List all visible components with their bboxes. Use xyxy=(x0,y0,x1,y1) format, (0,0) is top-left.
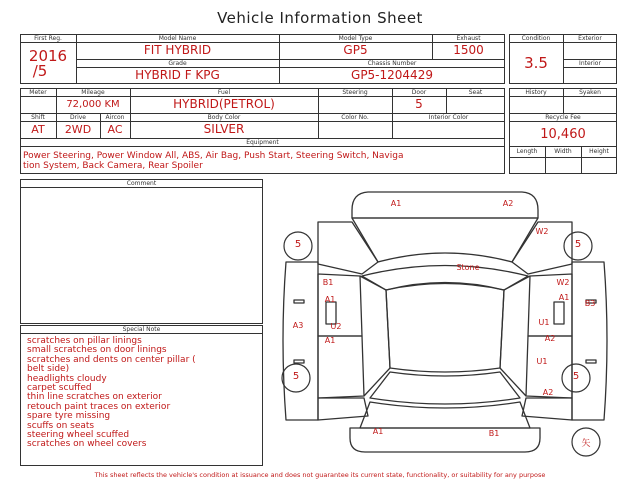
inspector-stamp: 矢 xyxy=(581,439,591,449)
shift-label: Shift xyxy=(31,114,45,121)
comment-box xyxy=(20,179,263,324)
note-line: retouch paint traces on exterior xyxy=(27,401,171,412)
car-condition-diagram xyxy=(270,180,620,470)
note-line: carpet scuffed xyxy=(27,383,92,394)
disclaimer: This sheet reflects the vehicle's condition at issuance and does not guarantee its current state, functionality, or suitability for any purpose xyxy=(94,471,546,479)
note-line: scratches and dents on center pillar ( xyxy=(27,354,196,365)
mileage-label: Mileage xyxy=(81,89,105,96)
fuel-value: HYBRID(PETROL) xyxy=(173,97,275,111)
condition-label: Condition xyxy=(521,35,551,42)
recycle-fee-label: Recycle Fee xyxy=(545,114,581,121)
shift-value: AT xyxy=(31,123,45,136)
mark-right-door-2: A2 xyxy=(544,334,556,343)
mark-left-door-1: U2 xyxy=(330,322,342,331)
width-label: Width xyxy=(554,148,572,155)
comment-label: Comment xyxy=(126,180,157,187)
condition-value: 3.5 xyxy=(524,54,548,72)
chassis-value: GP5-1204429 xyxy=(351,68,433,82)
interior-label: Interior xyxy=(579,60,601,67)
body-color-value: SILVER xyxy=(203,122,245,136)
page-title: Vehicle Information Sheet xyxy=(217,9,423,27)
body-color-label: Body Color xyxy=(207,114,241,121)
mark-right-rear-door: U1 xyxy=(536,357,548,366)
note-line: thin line scratches on exterior xyxy=(27,392,162,403)
mark-rear-bumper-left: A1 xyxy=(372,427,384,436)
tyre-front-left: 5 xyxy=(294,239,302,250)
model-name-value: FIT HYBRID xyxy=(143,43,212,57)
tyre-rear-left: 5 xyxy=(292,371,300,382)
note-line: steering wheel scuffed xyxy=(27,430,130,441)
door-value: 5 xyxy=(415,97,423,111)
equipment-list: Power Steering, Power Window All, ABS, Air Bag, Push Start, Steering Switch, Naviga tion System, Back Camera, Rear Spoiler xyxy=(23,151,404,171)
first-reg-year: 2016 xyxy=(28,47,68,65)
drive-label: Drive xyxy=(70,114,86,121)
note-line: scratches on wheel covers xyxy=(27,439,147,450)
chassis-label: Chassis Number xyxy=(367,60,417,67)
special-note-list xyxy=(27,337,196,450)
aircon-label: Aircon xyxy=(105,114,125,121)
mark-right-front-1: W2 xyxy=(556,278,570,287)
mark-front-bumper-right: A2 xyxy=(502,199,514,208)
note-line: belt side) xyxy=(27,364,70,375)
mark-front-bumper-left: A1 xyxy=(390,199,402,208)
mark-left-fender-2: A1 xyxy=(324,295,336,304)
interior-color-label: Interior Color xyxy=(428,114,469,121)
mark-left-door-2: A1 xyxy=(324,336,336,345)
equipment-label: Equipment xyxy=(246,139,279,146)
seat-label: Seat xyxy=(468,89,483,96)
special-note-label: Special Note xyxy=(122,326,161,333)
mark-left-side: A3 xyxy=(292,321,304,330)
tyre-front-right: 5 xyxy=(574,239,582,250)
note-line: small scratches on door linings xyxy=(27,345,167,356)
exterior-label: Exterior xyxy=(578,35,602,42)
first-reg-label: First Reg. xyxy=(34,35,62,42)
model-name-label: Model Name xyxy=(158,35,197,42)
note-line: headlights cloudy xyxy=(27,373,107,384)
mark-roof: Stone xyxy=(456,263,480,272)
syaken-label: Syaken xyxy=(579,89,601,96)
grade-label: Grade xyxy=(168,60,187,67)
door-label: Door xyxy=(411,89,427,96)
history-label: History xyxy=(525,89,547,96)
model-type-label: Model Type xyxy=(338,35,373,42)
note-line: scratches on pillar linings xyxy=(27,336,142,346)
drive-value: 2WD xyxy=(64,123,92,136)
mark-right-door-1: U1 xyxy=(538,318,550,327)
mileage-value: 72,000 KM xyxy=(66,99,120,110)
mark-left-fender-1: B1 xyxy=(322,278,334,287)
fuel-label: Fuel xyxy=(217,89,231,96)
exhaust-value: 1500 xyxy=(453,43,484,57)
model-type-value: GP5 xyxy=(343,43,368,57)
steering-label: Steering xyxy=(342,89,368,96)
aircon-value: AC xyxy=(107,123,123,136)
mark-windshield: W2 xyxy=(535,227,549,236)
tyre-rear-right: 5 xyxy=(572,371,580,382)
recycle-fee-value: 10,460 xyxy=(540,127,586,142)
mark-right-side: B3 xyxy=(584,299,596,308)
exhaust-label: Exhaust xyxy=(456,35,481,42)
mark-right-rear-quarter: A2 xyxy=(542,388,554,397)
color-no-label: Color No. xyxy=(341,114,369,121)
first-reg-month: /5 xyxy=(32,62,48,80)
length-label: Length xyxy=(516,148,538,155)
mark-rear-bumper-right: B1 xyxy=(488,429,500,438)
mark-right-front-2: A1 xyxy=(558,293,570,302)
meter-label: Meter xyxy=(29,89,47,96)
note-line: scuffs on seats xyxy=(27,420,95,431)
grade-value: HYBRID F KPG xyxy=(135,68,220,82)
note-line: spare tyre missing xyxy=(27,411,111,422)
height-label: Height xyxy=(589,148,609,155)
